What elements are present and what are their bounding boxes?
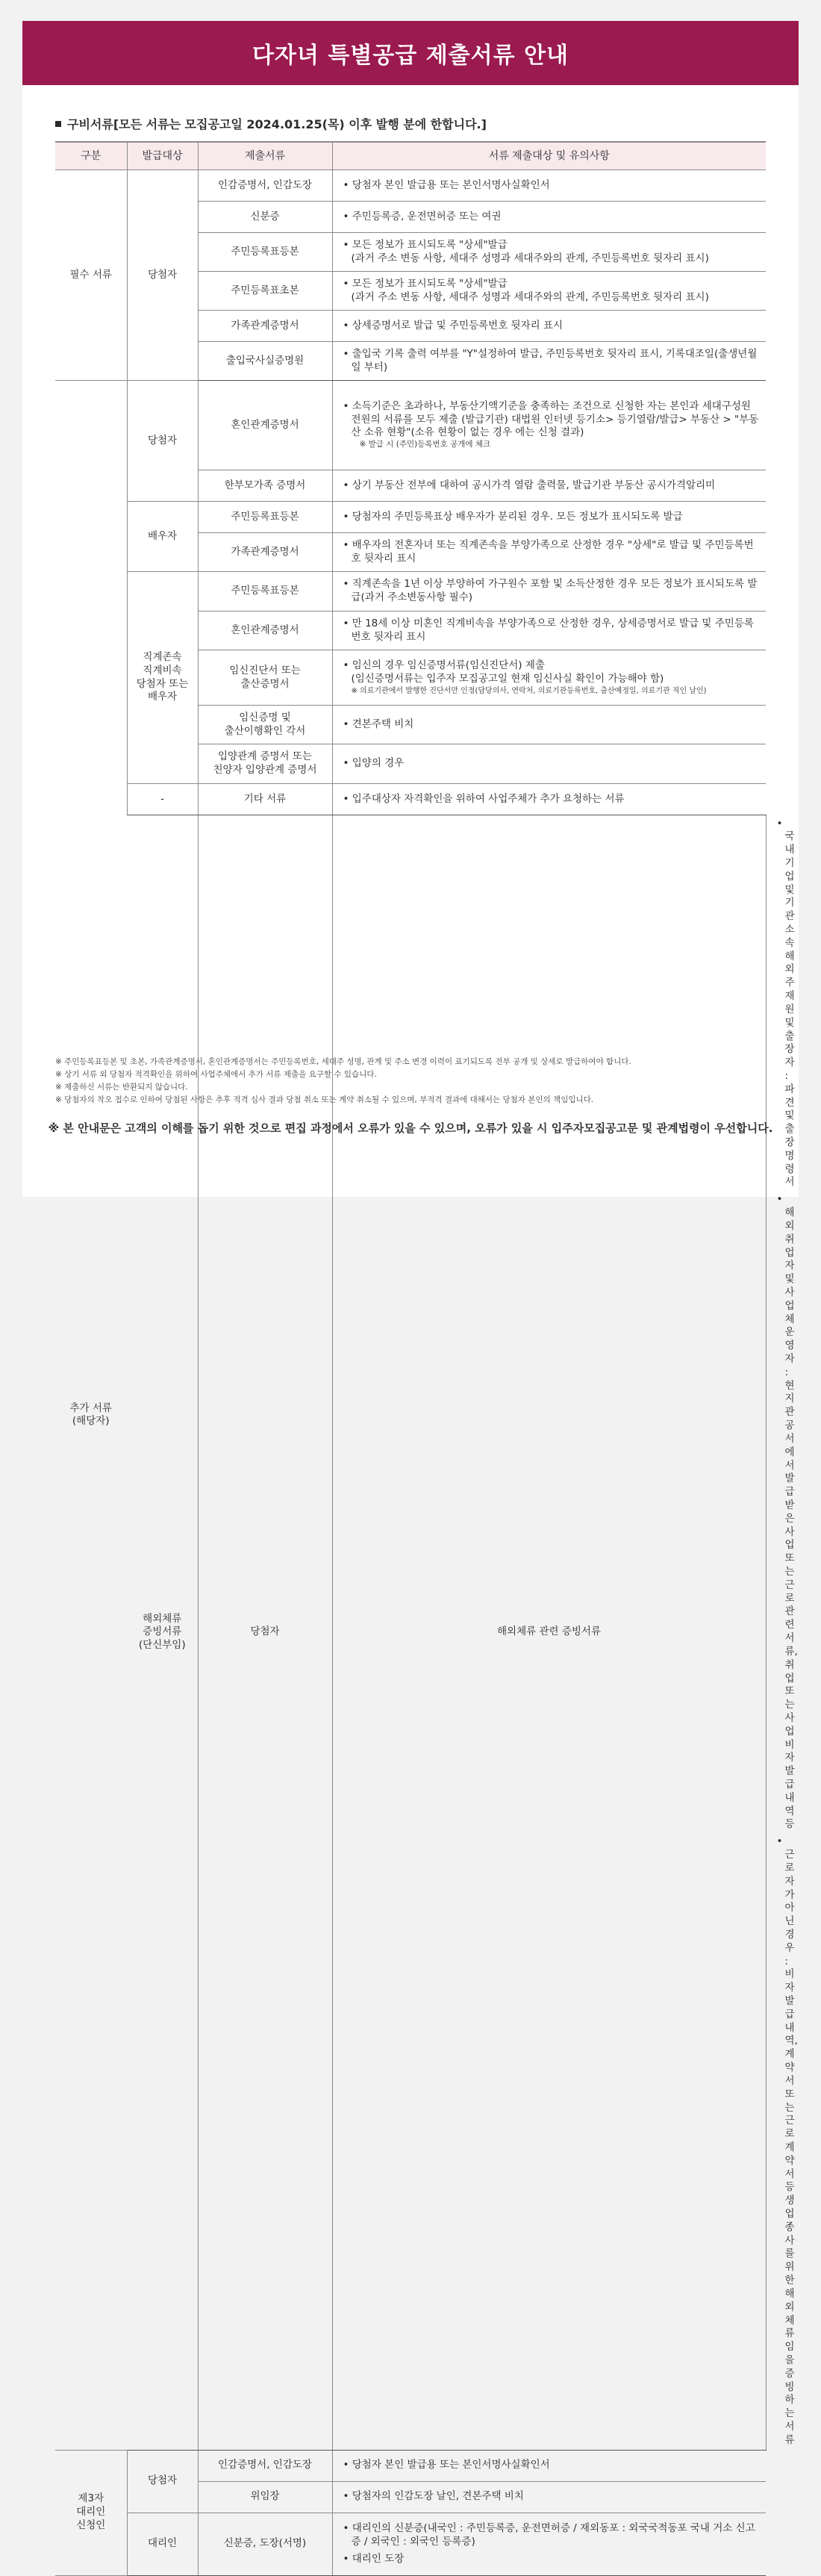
doc-single-parent: 한부모가족 증명서 bbox=[198, 470, 332, 502]
doc-family-cert: 가족관계증명서 bbox=[198, 311, 332, 342]
note-cell bbox=[332, 2450, 766, 2481]
note-text: • 임신의 경우 임신증명서류(임신진단서) 제출 bbox=[343, 659, 761, 673]
note-text: • 국내기업 및 기관 소속 해외 주재원 및 출장자 : 파견 및 출장명령서 bbox=[777, 818, 785, 1190]
header-notes: 서류 제출대상 및 유의사항 bbox=[332, 142, 766, 170]
doc-power-of-attorney: 위임장 bbox=[198, 2481, 332, 2513]
table-row bbox=[55, 2450, 766, 2481]
note-cell bbox=[332, 311, 766, 342]
note-text: • 주민등록증, 운전면허증 또는 여권 bbox=[343, 211, 761, 224]
target-agent: 대리인 bbox=[127, 2513, 198, 2575]
note-cell bbox=[332, 2481, 766, 2513]
table-row bbox=[55, 381, 766, 470]
footnotes bbox=[55, 1056, 772, 1107]
note-cell bbox=[332, 272, 766, 311]
note-text: • 입양의 경우 bbox=[343, 757, 761, 771]
note-text: • 입주대상자 자격확인을 위하여 사업주체가 추가 요청하는 서류 bbox=[343, 793, 761, 806]
doc-pregnancy-pledge: 임신증명 및 출산이행확인 각서 bbox=[198, 706, 332, 744]
target-lineal: 직계존속 직계비속 당첨자 또는 배우자 bbox=[127, 572, 198, 784]
doc-other: 기타 서류 bbox=[198, 784, 332, 815]
note-cell bbox=[332, 170, 766, 202]
table-row bbox=[55, 502, 766, 533]
footnote: ※ 당첨자의 착오 접수로 인하여 당첨된 사항은 추후 적격 심사 결과 당첨 취소 또는 계약 취소될 수 있으며, 부적격 결과에 대해서는 당첨자 본인의 책임입니다. bbox=[55, 1095, 594, 1104]
doc-adoption: 입양관계 증명서 또는 친양자 입양관계 증명서 bbox=[198, 744, 332, 784]
note-text: • 상기 부동산 전부에 대하여 공시가격 열람 출력물, 발급기관 부동산 공시가격알리미 bbox=[343, 479, 761, 493]
doc-resident-reg: 주민등록표등본 bbox=[198, 233, 332, 272]
doc-id-card: 신분증 bbox=[198, 202, 332, 233]
table-row bbox=[55, 170, 766, 202]
note-text: • 당첨자 본인 발급용 또는 본인서명사실확인서 bbox=[343, 2459, 761, 2472]
note-text: • 해외취업자 및 사업체 운영자 : 현지 관공서에서 발급받은 사업 또는 근로관련 서류, 취업 또는 사업비자발급 내역 등 bbox=[777, 1193, 785, 1832]
note-text: • 근로자가 아닌 경우 : 비자발급 내역, 계약서 또는 근로계약서 등 생업 종사를 위한 해외 체류임을 증빙하는 서류 bbox=[777, 1835, 785, 2447]
doc-overseas: 해외체류 관련 증빙서류 bbox=[332, 815, 766, 2451]
note-text: • 배우자의 전혼자녀 또는 직계존속을 부양가족으로 산정한 경우 "상세"로 발급 및 주민등록번호 뒷자리 표시 bbox=[343, 539, 761, 566]
note-cell bbox=[332, 533, 766, 572]
footnote: ※ 상기 서류 외 당첨자 적격확인을 위하여 사업주체에서 추가 서류 제출을 요구할 수 있습니다. bbox=[55, 1070, 377, 1079]
doc-marriage-cert: 혼인관계증명서 bbox=[198, 381, 332, 470]
note-cell bbox=[332, 233, 766, 272]
note-text: • 당첨자 본인 발급용 또는 본인서명사실확인서 bbox=[343, 179, 761, 193]
note-cell bbox=[332, 2513, 766, 2575]
note-text: (임신증명서류는 입주자 모집공고일 현재 임신사실 확인이 가능해야 함) bbox=[351, 672, 664, 685]
note-cell bbox=[332, 744, 766, 784]
target-winner: 당첨자 bbox=[127, 381, 198, 502]
note-text: • 대리인의 신분증(내국인 : 주민등록증, 운전면허증 / 재외동포 : 외국국적동포 국내 거소 신고증 / 외국인 : 외국인 등록증) bbox=[343, 2522, 761, 2549]
header-document: 제출서류 bbox=[198, 142, 332, 170]
doc-immigration: 출입국사실증명원 bbox=[198, 342, 332, 381]
note-text: • 대리인 도장 bbox=[343, 2553, 761, 2566]
doc-lineal-resident: 주민등록표등본 bbox=[198, 572, 332, 612]
section-title-text: 구비서류[모든 서류는 모집공고일 2024.01.25(목) 이후 발행 분에 한합니다.] bbox=[67, 117, 487, 131]
doc-seal-cert: 인감증명서, 인감도장 bbox=[198, 170, 332, 202]
note-text: • 출입국 기록 출력 여부를 "Y"설정하여 발급, 주민등록번호 뒷자리 표시, 기록대조일(출생년월일 부터) bbox=[343, 348, 761, 375]
group-required: 필수 서류 bbox=[55, 170, 127, 381]
note-cell bbox=[332, 381, 766, 470]
header-target: 발급대상 bbox=[127, 142, 198, 170]
note-cell bbox=[332, 612, 766, 650]
note-cell bbox=[332, 470, 766, 502]
group-overseas: 해외체류 증빙서류 (단신부임) bbox=[127, 815, 198, 2451]
footnote: ※ 주민등록표등본 및 초본, 가족관계증명서, 혼인관계증명서는 주민등록번호, 세대주 성명, 관계 및 주소 변경 이력이 표기되도록 전부 공개 및 상세로 발급하여야 합니다. bbox=[55, 1057, 631, 1066]
note-text: • 직계존속을 1년 이상 부양하여 가구원수 포함 및 소득산정한 경우 모든 정보가 표시되도록 발급(과거 주소변동사항 필수) bbox=[343, 578, 761, 605]
disclaimer: ※ 본 안내문은 고객의 이해를 돕기 위한 것으로 편집 과정에서 오류가 있을 수 있으며, 오류가 있을 시 입주자모집공고문 및 관계법령이 우선합니다. bbox=[48, 1121, 773, 1135]
target-none: - bbox=[127, 784, 198, 815]
note-text: • 상세증명서로 발급 및 주민등록번호 뒷자리 표시 bbox=[343, 320, 761, 333]
square-bullet-icon bbox=[55, 121, 61, 127]
note-text: • 모든 정보가 표시되도록 "상세"발급 bbox=[343, 278, 761, 291]
note-text: (과거 주소 변동 사항, 세대주 성명과 세대주와의 관계, 주민등록번호 뒷자리 표시) bbox=[351, 252, 709, 264]
doc-lineal-marriage: 혼인관계증명서 bbox=[198, 612, 332, 650]
table-row bbox=[55, 2513, 766, 2575]
note-cell bbox=[332, 342, 766, 381]
note-subtext: ※ 발급 시 (주민)등록번호 공개에 체크 bbox=[359, 440, 491, 449]
note-text: (과거 주소 변동 사항, 세대주 성명과 세대주와의 관계, 주민등록번호 뒷자리 표시) bbox=[351, 290, 709, 303]
doc-agent-id: 신분증, 도장(서명) bbox=[198, 2513, 332, 2575]
note-text: • 소득기준은 초과하나, 부동산기액기준을 충족하는 조건으로 신청한 자는 본인과 세대구성원 전원의 서류를 모두 제출 (발급기관) 대법원 인터넷 등기소> 등기열람/발급> 부동산 > "부동산 소유 현황"(소유 현황이 없는 경우 에는 신청 결과) bbox=[343, 400, 761, 440]
table-header-row bbox=[55, 142, 766, 170]
note-text: • 만 18세 이상 미혼인 직계비속을 부양가족으로 산정한 경우, 상세증명서로 발급 및 주민등록번호 뒷자리 표시 bbox=[343, 617, 761, 644]
note-cell bbox=[332, 202, 766, 233]
doc-pregnancy: 임신진단서 또는 출산증명서 bbox=[198, 650, 332, 706]
note-text: • 견본주택 비치 bbox=[343, 718, 761, 732]
target-spouse: 배우자 bbox=[127, 502, 198, 572]
note-cell bbox=[332, 650, 766, 706]
note-text: • 모든 정보가 표시되도록 "상세"발급 bbox=[343, 239, 761, 252]
note-cell bbox=[332, 706, 766, 744]
banner-title: 다자녀 특별공급 제출서류 안내 bbox=[22, 21, 799, 85]
note-cell bbox=[332, 572, 766, 612]
table-row bbox=[55, 784, 766, 815]
note-subtext: ※ 의료기관에서 발행한 진단서만 인정(담당의사, 연락처, 의료기관등록번호, 출산예정일, 의료기관 직인 날인) bbox=[351, 686, 707, 695]
header-category: 구분 bbox=[55, 142, 127, 170]
target-winner: 당첨자 bbox=[198, 815, 332, 2451]
documents-table bbox=[55, 141, 798, 2576]
footnote: ※ 제출하신 서류는 반환되지 않습니다. bbox=[55, 1083, 188, 1092]
target-winner: 당첨자 bbox=[127, 170, 198, 381]
doc-proxy-seal: 인감증명서, 인감도장 bbox=[198, 2450, 332, 2481]
doc-resident-abstract: 주민등록표초본 bbox=[198, 272, 332, 311]
group-proxy: 제3자 대리인 신청인 bbox=[55, 2450, 127, 2575]
target-winner: 당첨자 bbox=[127, 2450, 198, 2513]
section-title bbox=[55, 115, 487, 132]
note-cell bbox=[332, 502, 766, 533]
note-cell bbox=[332, 784, 766, 815]
group-additional: 추가 서류 (해당자) bbox=[55, 381, 127, 2451]
doc-spouse-family: 가족관계증명서 bbox=[198, 533, 332, 572]
document-sheet bbox=[22, 21, 799, 2565]
note-text: • 당첨자의 인감도장 날인, 견본주택 비치 bbox=[343, 2490, 761, 2504]
doc-spouse-resident: 주민등록표등본 bbox=[198, 502, 332, 533]
note-text: • 당첨자의 주민등록표상 배우자가 분리된 경우. 모든 정보가 표시되도록 발급 bbox=[343, 511, 761, 524]
table-row bbox=[55, 572, 766, 612]
